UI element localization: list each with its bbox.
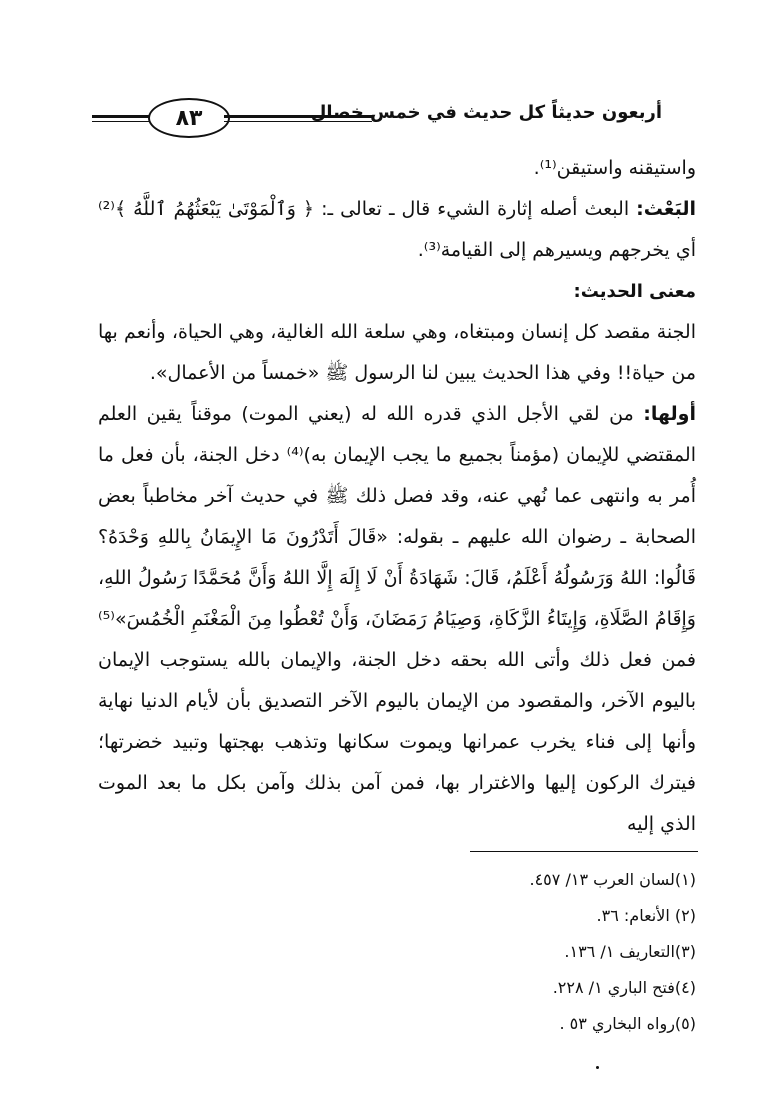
footnotes xyxy=(98,862,696,1042)
footnote-5: (٥)رواه البخاري ٥٣ . xyxy=(559,1014,696,1033)
paragraph-3: الجنة مقصد كل إنسان ومبتغاه، وهي سلعة الله الغالية، وهي الحياة، وأنعم بها من حياة!! وفي هذا الحديث يبين لنا الرسول ﷺ «خمساً من الأعمال». xyxy=(98,321,696,384)
header-rule-left xyxy=(92,115,150,118)
footnote-1: (١)لسان العرب ١٣/ ٤٥٧. xyxy=(529,870,696,889)
page-dot xyxy=(596,1066,599,1069)
footnote-separator xyxy=(470,851,698,852)
running-title: أربعون حديثاً كل حديث في خمس خصال xyxy=(310,102,662,123)
paragraph-4 xyxy=(98,394,696,845)
header-rule-left-thin xyxy=(92,121,150,122)
paragraph-2 xyxy=(98,189,696,271)
footnote-2: (٢) الأنعام: ٣٦. xyxy=(596,906,696,925)
page-number: ٨٣ xyxy=(148,98,230,138)
footnote-3: (٣)التعاريف ١/ ١٣٦. xyxy=(564,942,696,961)
paragraph-1: واستيقنه واستيقن⁽¹⁾. xyxy=(533,157,696,179)
term-definition: البعث أصله إثارة الشيء قال ـ تعالى ـ: ﴿ وَٱلْمَوْتَىٰ يَبْعَثُهُمُ ٱللَّهُ ﴾⁽²⁾ أي يخرجهم ويسيرهم إلى القيامة⁽³⁾. xyxy=(98,198,696,261)
paragraph-4-lead: أولها: xyxy=(643,403,696,425)
paragraph-4-text: من لقي الأجل الذي قدره الله له (يعني الموت) موقناً يقين العلم المقتضي للإيمان (مؤمناً بجميع ما يجب الإيمان به)⁽⁴⁾ دخل الجنة، بأن فعل ما أُمر به وانتهى عما نُهي عنه، وقد فصل ذلك ﷺ في حديث آخر مخاطباً بعض الصحابة ـ رضوان الله عليهم ـ بقوله: «قَالَ أَتَدْرُونَ مَا الإِيمَانُ بِاللهِ وَحْدَهُ؟ قَالُوا: اللهُ وَرَسُولُهُ أَعْلَمُ، قَالَ: شَهَادَةُ أَنْ لَا إِلَهَ إِلَّا اللهُ وَأَنَّ مُحَمَّدًا رَسُولُ اللهِ، وَإِقَامُ الصَّلَاةِ، وَإِيتَاءُ الزَّكَاةِ، وَصِيَامُ رَمَضَانَ، وَأَنْ تُعْطُوا مِنَ الْمَغْنَمِ الْخُمُسَ»⁽⁵⁾ فمن فعل ذلك وأتى الله بحقه دخل الجنة، والإيمان بالله يستوجب الإيمان باليوم الآخر، والمقصود من الإيمان باليوم الآخر التصديق بأن لأيام الدنيا نهاية وأنها إلى فناء يخرب عمرانها ويموت سكانها وتذهب بهجتها وتبيد خضرتها؛ فيترك الركون إليها والاغترار بها، فمن آمن بذلك وآمن بكل ما بعد الموت الذي إليه xyxy=(98,403,696,835)
page-header xyxy=(92,98,662,138)
section-heading: معنى الحديث: xyxy=(573,281,696,302)
footnote-4: (٤)فتح الباري ١/ ٢٢٨. xyxy=(552,978,696,997)
main-text xyxy=(98,148,696,845)
term-label: البَعْث: xyxy=(636,198,696,220)
